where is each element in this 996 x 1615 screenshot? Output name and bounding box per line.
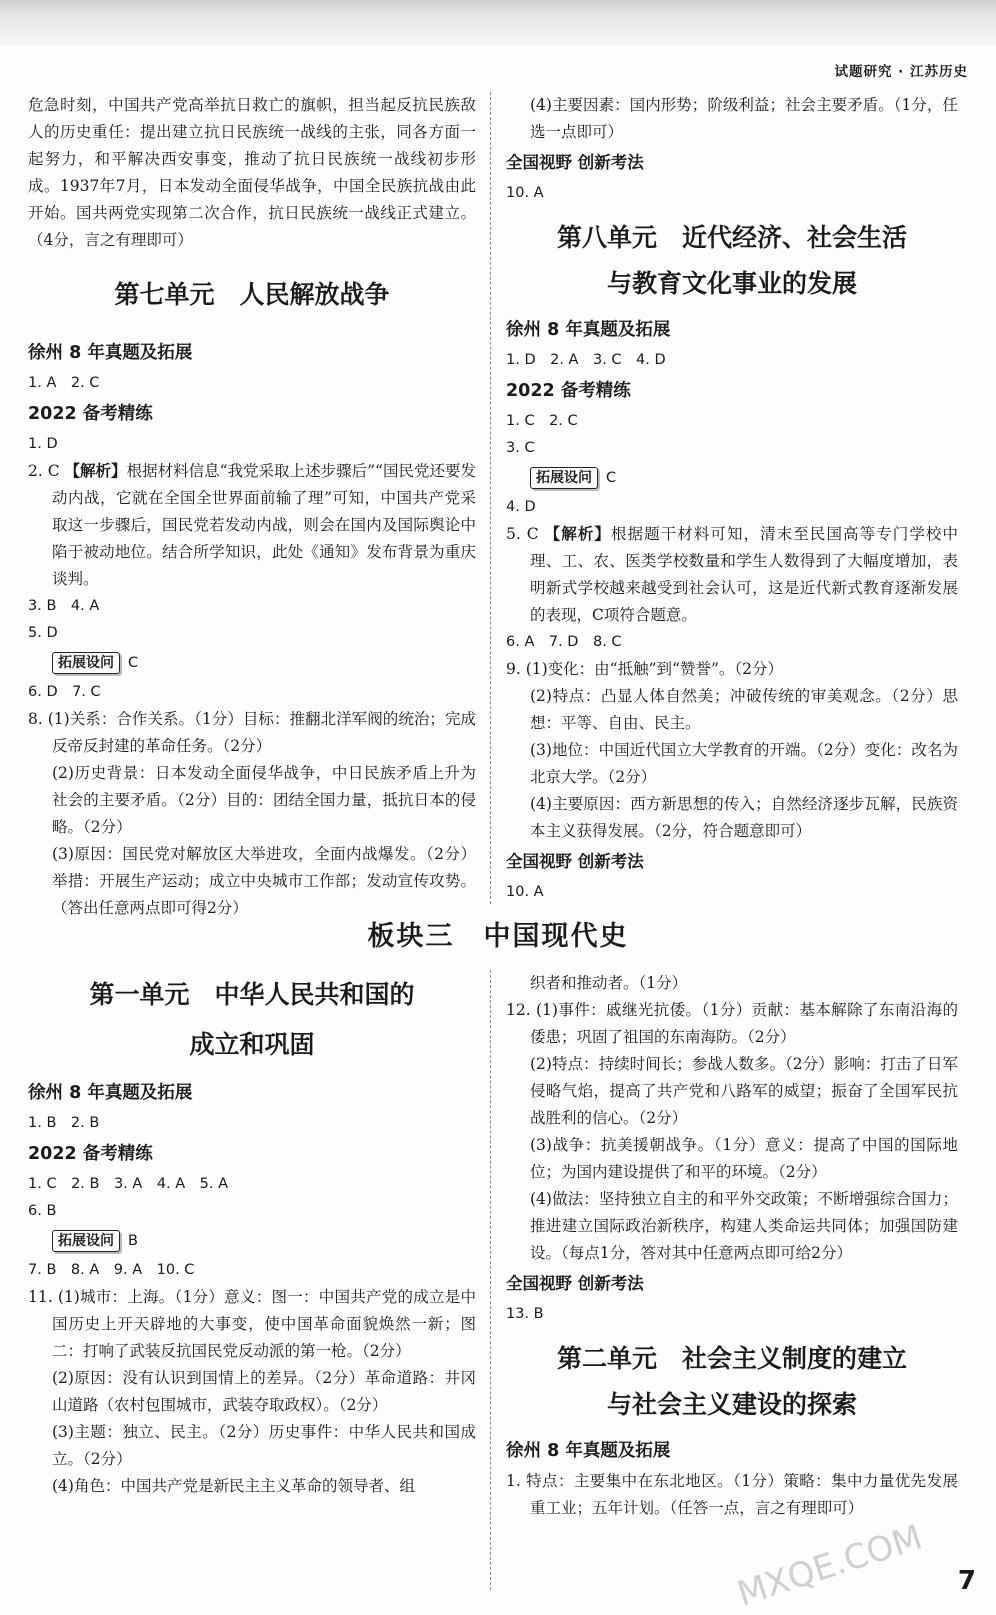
extension-tag: 拓展设问 xyxy=(52,652,120,674)
analysis-item xyxy=(506,521,958,629)
answer-prefix: 2. C xyxy=(28,462,60,480)
answer-line: 5. D xyxy=(28,625,58,641)
label-xuzhou: 徐州 8 年真题及拓展 xyxy=(506,1441,671,1461)
answer-line: 1. D 2. A 3. C 4. D xyxy=(506,352,666,368)
question-8-part-2: (2)历史背景：日本发动全面侵华战争，中日民族矛盾上升为社会的主要矛盾。（2分）目的：团结全国力量，抵抗日本的侵略。（2分） xyxy=(52,764,476,836)
answer-line: 10. A xyxy=(506,884,544,900)
answer-line: 6. B xyxy=(28,1203,57,1219)
running-header: 试题研究 · 江苏历史 xyxy=(834,64,968,80)
analysis-tag: 【解析】 xyxy=(64,462,127,480)
extension-answer: C xyxy=(128,655,139,671)
answer-line: 10. A xyxy=(506,185,544,201)
question-11-part-1: 11. (1)城市：上海。（1分）意义：图一：中国共产党的成立是中国历史上开天辟地的大事变，使中国革命面貌焕然一新；图二：打响了武装反抗国民党反动派的第一枪。（2分） xyxy=(28,1288,476,1360)
question-11-part-3: (3)主题：独立、民主。（2分）历史事件：中华人民共和国成立。（2分） xyxy=(52,1423,476,1468)
continued-answer: 织者和推动者。（1分） xyxy=(530,974,688,992)
column-divider-bottom xyxy=(490,970,491,1590)
answer-line: 3. B 4. A xyxy=(28,598,100,614)
label-national: 全国视野 创新考法 xyxy=(506,1274,644,1293)
question-8-part-3: (3)原因：国民党对解放区大举进攻，全面内战爆发。（2分）举措：开展生产运动；成立中央城市工作部；发动宣传攻势。（答出任意两点即可得2分） xyxy=(52,845,476,917)
answer-line: 6. A 7. D 8. C xyxy=(506,634,622,650)
unit-title-2 xyxy=(506,1336,958,1428)
answer-line: 6. D 7. C xyxy=(28,684,101,700)
question-12-part-3: (3)战争：抗美援朝战争。（1分）意义：提高了中国的国际地位；为国内建设提供了和平的环境。（2分） xyxy=(530,1136,958,1181)
unit-title-line: 第一单元 中华人民共和国的 xyxy=(89,980,415,1009)
question-8-part-1: 8. (1)关系：合作关系。（1分）目标：推翻北洋军阀的统治；完成反帝反封建的革命任务。（2分） xyxy=(28,710,476,755)
intro-paragraph: 危急时刻，中国共产党高举抗日救亡的旗帜，担当起反抗民族敌人的历史重任：提出建立抗日民族统一战线的主张，同各方面一起努力，和平解决西安事变，推动了抗日民族统一战线初步形成。1937年7月，日本发动全面侵华战争，中国全民族抗战由此开始。国共两党实现第二次合作，抗日民族统一战线正式建立。（4分，言之有理即可） xyxy=(28,96,476,249)
question-12-part-4: (4)做法：坚持独立自主的和平外交政策；不断增强综合国力；推进建立国际政治新秩序，构建人类命运共同体；加强国防建设。（每点1分，答对其中任意两点即可给2分） xyxy=(530,1190,958,1262)
label-xuzhou: 徐州 8 年真题及拓展 xyxy=(28,1083,193,1103)
question-11-part-4: (4)角色：中国共产党是新民主主义革命的领导者、组 xyxy=(52,1477,415,1495)
question-12-part-2: (2)特点：持续时间长；参战人数多。（2分）影响：打击了日军侵略气焰，提高了共产党和八路军的威望；振奋了全国军民抗战胜利的信心。（2分） xyxy=(530,1055,958,1127)
extension-tag: 拓展设问 xyxy=(52,1230,120,1252)
column-divider-top xyxy=(490,92,491,904)
unit-title-8 xyxy=(506,215,958,307)
answer-line: 4. D xyxy=(506,499,536,515)
page-number: 7 xyxy=(957,1566,976,1596)
continued-answer: (4)主要因素：国内形势；阶级利益；社会主要矛盾。（1分，任选一点即可） xyxy=(530,96,958,141)
label-xuzhou: 徐州 8 年真题及拓展 xyxy=(506,320,671,340)
answer-line: 1. D xyxy=(28,436,58,452)
question-9-part-2: (2)特点：凸显人体自然美；冲破传统的审美观念。（2分）思想：平等、自由、民主。 xyxy=(530,687,958,732)
extension-tag: 拓展设问 xyxy=(530,467,598,489)
block-title: 板块三 中国现代史 xyxy=(367,921,629,952)
analysis-item xyxy=(28,458,476,593)
answer-line: 7. B 8. A 9. A 10. C xyxy=(28,1262,195,1278)
unit-title-line: 与教育文化事业的发展 xyxy=(606,269,857,298)
unit-title-line: 与社会主义建设的探索 xyxy=(606,1390,857,1419)
answer-line: 1. A 2. C xyxy=(28,375,100,391)
label-2022: 2022 备考精练 xyxy=(506,381,631,401)
answer-line: 13. B xyxy=(506,1306,544,1322)
answer-line: 1. C 2. B 3. A 4. A 5. A xyxy=(28,1176,229,1192)
analysis-tag: 【解析】 xyxy=(544,525,611,543)
unit-title-line: 第八单元 近代经济、社会生活 xyxy=(556,223,907,252)
unit-title-1 xyxy=(28,970,476,1070)
question-1-unit-2: 1. 特点：主要集中在东北地区。（1分）策略：集中力量优先发展重工业；五年计划。（任答一点，言之有理即可） xyxy=(506,1472,958,1517)
left-bottom-column xyxy=(28,970,476,1500)
question-12-part-1: 12. (1)事件：戚继光抗倭。（1分）贡献：基本解除了东南沿海的倭患；巩固了祖国的东南海防。（2分） xyxy=(506,1001,958,1046)
right-top-column xyxy=(506,92,958,906)
watermark: MXQE.COM xyxy=(732,1517,928,1615)
extension-answer: B xyxy=(128,1233,138,1249)
answer-line: 1. C 2. C xyxy=(506,413,578,429)
extension-question xyxy=(28,648,476,678)
answer-line: 1. B 2. B xyxy=(28,1115,100,1131)
analysis-text: 根据题干材料可知，清末至民国高等专门学校中理、工、农、医类学校数量和学生人数得到了大幅度增加，表明新式学校越来越受到社会认可，这是近代新式教育逐渐发展的表现，C项符合题意。 xyxy=(530,525,958,624)
unit-title-line: 成立和巩固 xyxy=(189,1030,315,1059)
question-9-part-1: 9. (1)变化：由“抵触”到“赞誉”。（2分） xyxy=(506,660,783,678)
extension-answer: C xyxy=(606,470,617,486)
answer-prefix: 5. C xyxy=(506,525,539,543)
label-national: 全国视野 创新考法 xyxy=(506,153,644,172)
question-9-part-3: (3)地位：中国近代国立大学教育的开端。（2分）变化：改名为北京大学。（2分） xyxy=(530,741,958,786)
right-bottom-column xyxy=(506,970,958,1522)
extension-question xyxy=(506,463,958,493)
question-9-part-4: (4)主要原因：西方新思想的传入；自然经济逐步瓦解，民族资本主义获得发展。（2分，符合题意即可） xyxy=(530,795,958,840)
page-top-band xyxy=(0,0,996,46)
answer-line: 3. C xyxy=(506,440,535,456)
label-national: 全国视野 创新考法 xyxy=(506,852,644,871)
label-xuzhou: 徐州 8 年真题及拓展 xyxy=(28,343,193,363)
left-top-column xyxy=(28,92,476,922)
unit-title-7: 第七单元 人民解放战争 xyxy=(114,280,390,309)
question-11-part-2: (2)原因：没有认识到国情上的差异。（2分）革命道路：井冈山道路（农村包围城市，武装夺取政权）。（2分） xyxy=(52,1369,476,1414)
label-2022: 2022 备考精练 xyxy=(28,1144,153,1164)
extension-question xyxy=(28,1226,476,1256)
analysis-text: 根据材料信息“我党采取上述步骤后”“国民党还要发动内战，它就在全国全世界面前输了理”可知，中国共产党采取这一步骤后，国民党若发动内战，则会在国内及国际舆论中陷于被动地位。结合所学知识，此处《通知》发布背景为重庆谈判。 xyxy=(52,462,476,588)
unit-title-line: 第二单元 社会主义制度的建立 xyxy=(556,1344,907,1373)
label-2022: 2022 备考精练 xyxy=(28,404,153,424)
